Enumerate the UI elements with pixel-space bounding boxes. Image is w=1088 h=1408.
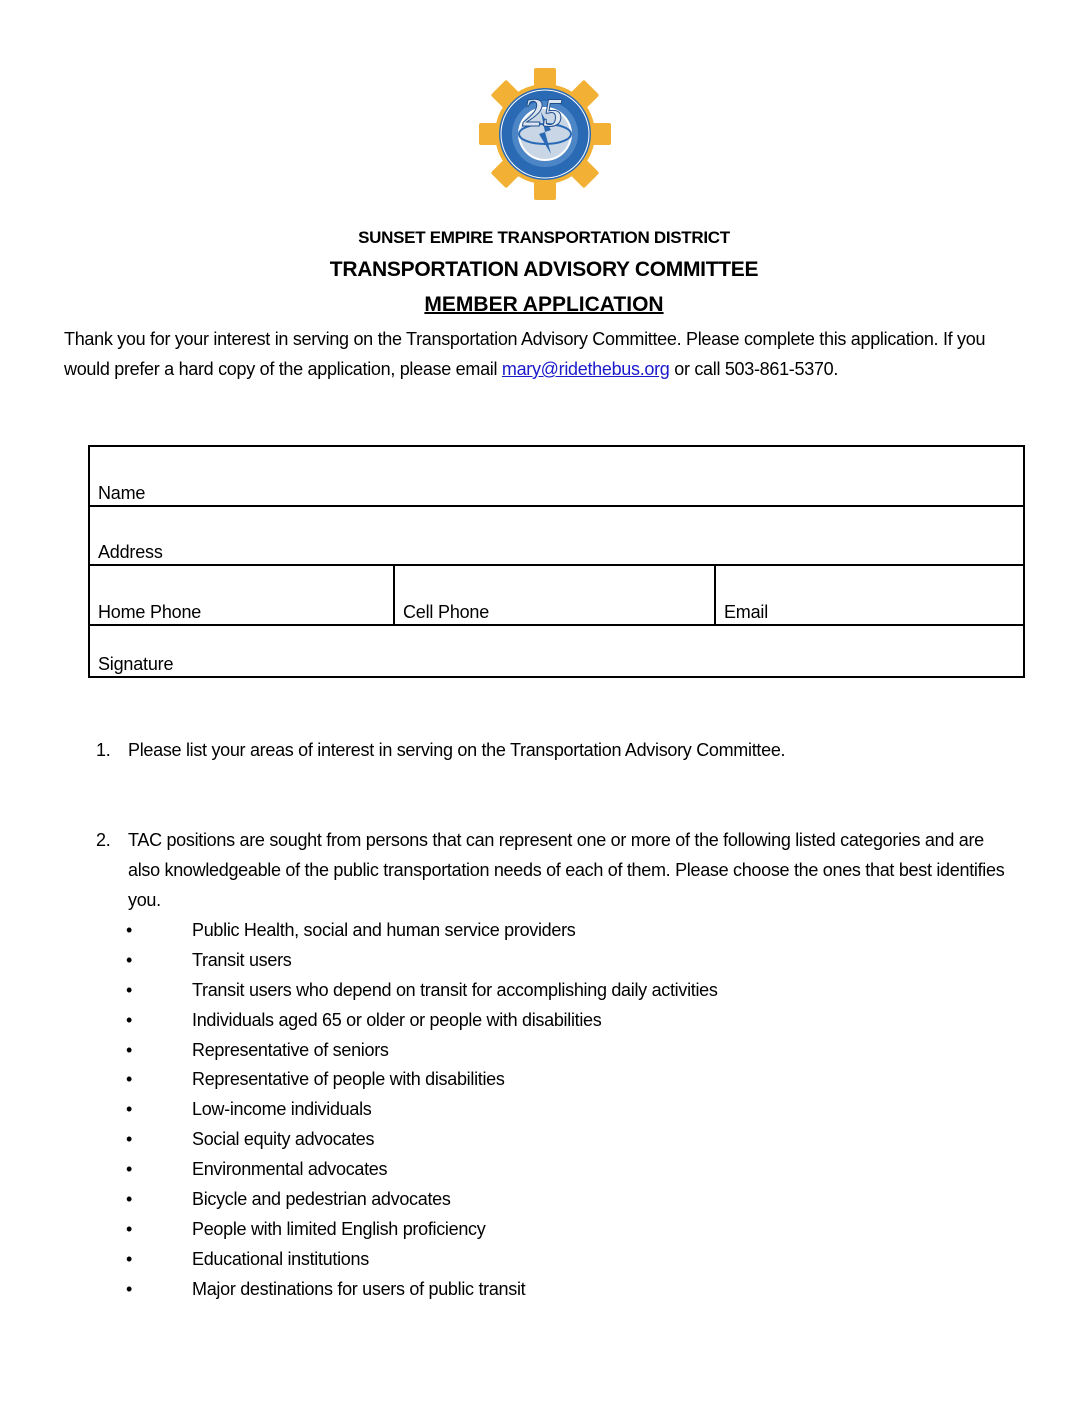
- district-25th-anniversary-logo: [450, 64, 640, 204]
- form-title-text: MEMBER APPLICATION: [424, 293, 664, 316]
- cell-phone-field[interactable]: Cell Phone: [394, 565, 715, 625]
- category-label: Transit users: [192, 949, 292, 970]
- category-label: Bicycle and pedestrian advocates: [192, 1189, 451, 1210]
- category-label: Major destinations for users of public transit: [192, 1278, 526, 1299]
- form-title-heading: [0, 293, 1088, 317]
- address-field[interactable]: Address: [89, 506, 1024, 565]
- category-label: Social equity advocates: [192, 1129, 375, 1150]
- committee-name-heading: TRANSPORTATION ADVISORY COMMITTEE: [329, 258, 759, 281]
- email-field[interactable]: Email: [715, 565, 1024, 625]
- category-label: Representative of people with disabilities: [192, 1069, 505, 1090]
- bullet-icon: •: [126, 1248, 133, 1269]
- bullet-icon: •: [126, 1278, 133, 1299]
- intro-text: Thank you for your interest in serving on the Transportation Advisory Committee. Please complete this application. If you would prefer a hard copy of the application, please email: [64, 329, 986, 379]
- home-phone-field[interactable]: Home Phone: [89, 565, 394, 625]
- bullet-icon: •: [126, 949, 133, 970]
- bullet-icon: •: [126, 1218, 133, 1239]
- applicant-info-table: [88, 445, 1025, 678]
- category-label: Environmental advocates: [192, 1159, 388, 1180]
- bullet-icon: •: [126, 1099, 133, 1120]
- district-name-heading: SUNSET EMPIRE TRANSPORTATION DISTRICT: [358, 228, 730, 247]
- category-label: Low-income individuals: [192, 1099, 372, 1120]
- bullet-icon: •: [126, 979, 133, 1000]
- category-label: Public Health, social and human service providers: [192, 920, 576, 940]
- name-field[interactable]: Name: [89, 446, 1024, 506]
- category-label: Transit users who depend on transit for accomplishing daily activities: [192, 979, 718, 1000]
- question-text: TAC positions are sought from persons that can represent one or more of the following listed categories and are also knowledgeable of the public transportation needs of each of them. Please choose the ones that best identifies you.: [128, 830, 1005, 910]
- question-text: Please list your areas of interest in serving on the Transportation Advisory Committee.: [128, 740, 786, 760]
- bullet-icon: •: [126, 1159, 133, 1180]
- bullet-icon: •: [126, 1129, 133, 1150]
- question-number: 1.: [96, 740, 111, 760]
- bullet-icon: •: [126, 1069, 133, 1090]
- intro-paragraph: [64, 324, 1029, 384]
- category-label: Educational institutions: [192, 1248, 369, 1269]
- gear-emblem-icon: [450, 64, 640, 204]
- signature-field[interactable]: Signature: [89, 625, 1024, 677]
- contact-email-link[interactable]: mary@ridethebus.org: [501, 359, 670, 379]
- svg-text:25: 25: [523, 90, 563, 135]
- category-label: People with limited English proficiency: [192, 1218, 486, 1239]
- bullet-icon: •: [126, 1189, 133, 1210]
- bullet-icon: •: [126, 920, 133, 940]
- bullet-icon: •: [126, 1009, 133, 1030]
- question-number: 2.: [96, 830, 111, 850]
- category-label: Individuals aged 65 or older or people with disabilities: [192, 1009, 602, 1030]
- bullet-icon: •: [126, 1039, 133, 1060]
- category-label: Representative of seniors: [192, 1039, 389, 1060]
- intro-phone-text: or call 503-861-5370.: [669, 359, 839, 379]
